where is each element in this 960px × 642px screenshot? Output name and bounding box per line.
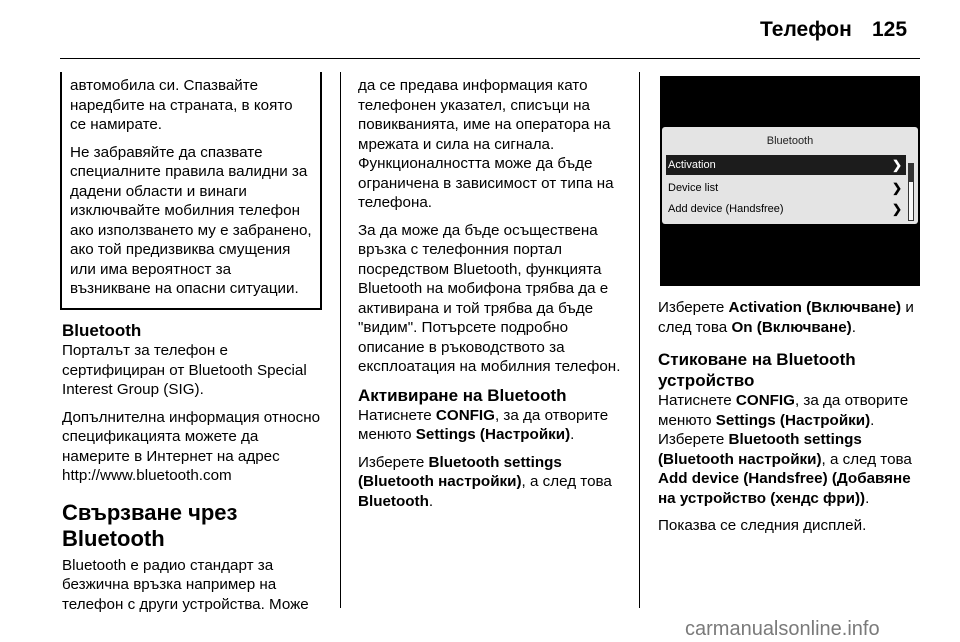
- scrollbar-thumb[interactable]: [909, 164, 913, 182]
- page-number: 125: [872, 18, 908, 41]
- paragraph: Порталът за телефон е сертифициран от Bluetooth Special Interest Group (SIG).: [62, 342, 307, 398]
- paragraph: Натиснете CONFIG, за да отворите менюто Settings (Настройки).: [358, 406, 609, 443]
- chapter-title: Телефон: [760, 18, 852, 41]
- screen-title: Bluetooth: [766, 135, 814, 147]
- menu-item-label: Device list: [668, 182, 719, 194]
- bluetooth-heading: Bluetooth: [62, 321, 142, 340]
- section-heading: Свързване чрез Bluetooth: [62, 499, 238, 551]
- bluetooth-menu-screen: [662, 127, 918, 224]
- chevron-right-icon: ❯: [891, 181, 902, 195]
- scrollbar[interactable]: [908, 163, 914, 221]
- paragraph: Показва се следния дисплей.: [658, 517, 867, 534]
- paragraph: Изберете Bluetooth settings (Bluetooth настройки), а след това Bluetooth.: [358, 453, 612, 510]
- paragraph: Изберете Activation (Включване) и след това On (Включване).: [658, 299, 914, 336]
- paragraph: Bluetooth е радио стандарт за безжична връзка например на телефон с други устройства. Може: [62, 556, 309, 613]
- column-divider: [639, 72, 640, 608]
- paragraph: За да може да бъде осъществена връзка с телефонния портал посредством Bluetooth, функцията Bluetooth на мобифона трябва да е активирана и той трябва да бъде "видим". Потърсете подробно описание в ръководството за експлоатация на мобилния телефон.: [358, 221, 621, 375]
- column-divider: [340, 72, 341, 608]
- warning-paragraph: Не забравяйте да спазвате специалните правила валидни за дадени области и винаги изключвайте мобилния телефон ако използването му е забранено, ако той предизвиква смущения или има вероятност за възникване на опасни ситуации.: [70, 143, 312, 297]
- watermark: carmanualsonline.info: [685, 618, 880, 640]
- warning-box: [60, 72, 322, 310]
- column-1: [62, 314, 324, 622]
- menu-item-label: Add device (Handsfree): [668, 203, 784, 215]
- menu-item-activation[interactable]: [666, 155, 906, 175]
- menu-item-label: Activation: [668, 159, 716, 171]
- header-rule: [60, 58, 920, 59]
- activation-heading: Активиране на Bluetooth: [358, 385, 567, 405]
- paragraph: Натиснете CONFIG, за да отворите менюто Settings (Настройки). Изберете Bluetooth settings (Bluetooth настройки), а след това Add device (Handsfree) (Добавяне на устройство (хендс фри)).: [658, 392, 912, 507]
- pairing-heading: Стиковане на Bluetooth устройство: [658, 350, 856, 390]
- menu-item-add-device[interactable]: [666, 199, 906, 219]
- display-screenshot: [660, 76, 920, 286]
- paragraph: Допълнителна информация относно спецификацията можете да намерите в Интернет на адрес http://www.bluetooth.com: [62, 408, 321, 484]
- column-2: [358, 76, 628, 519]
- paragraph: да се предава информация като телефонен указател, списъци на повикванията, име на оператора на мрежата и сила на сигнала. Функционалността може да бъде ограничена в зависимост от типа на телефона.: [358, 77, 614, 211]
- chevron-right-icon: ❯: [891, 158, 902, 172]
- warning-paragraph: автомобила си. Спазвайте наредбите на страната, в която се намирате.: [70, 77, 293, 133]
- chevron-right-icon: ❯: [891, 202, 902, 216]
- menu-item-device-list[interactable]: [666, 178, 906, 198]
- column-3: [658, 298, 928, 544]
